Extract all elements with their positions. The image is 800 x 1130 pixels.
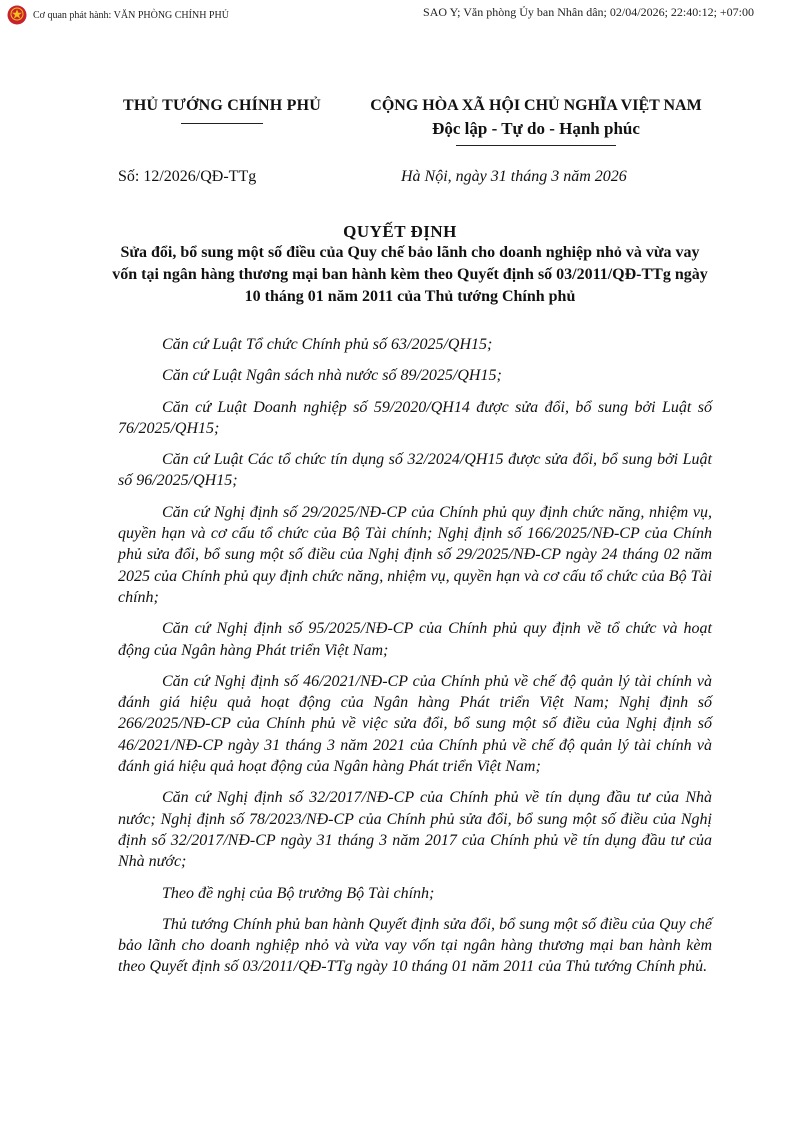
national-title-block: [344, 97, 728, 146]
place-and-date: Hà Nội, ngày 31 tháng 3 năm 2026: [401, 168, 627, 185]
preamble-paragraph: Căn cứ Nghị định số 95/2025/NĐ-CP của Chính phủ quy định về tổ chức và hoạt động của Ngân hàng Phát triển Việt Nam;: [118, 620, 712, 659]
national-emblem-icon: [7, 4, 27, 26]
agency-underline: [181, 123, 263, 124]
preamble-paragraph: Căn cứ Luật Doanh nghiệp số 59/2020/QH14 được sửa đổi, bổ sung bởi Luật số 76/2025/QH15;: [118, 398, 712, 437]
preamble-paragraph: Căn cứ Luật Các tổ chức tín dụng số 32/2024/QH15 được sửa đổi, bổ sung bởi Luật số 96/2025/QH15;: [118, 451, 712, 490]
preamble-paragraph: Căn cứ Luật Tổ chức Chính phủ số 63/2025/QH15;: [162, 336, 493, 353]
preamble-paragraph: Theo đề nghị của Bộ trưởng Bộ Tài chính;: [162, 884, 435, 902]
issuing-agency: THỦ TƯỚNG CHÍNH PHỦ: [122, 97, 322, 114]
preamble-paragraph: Căn cứ Luật Ngân sách nhà nước số 89/2025/QH15;: [162, 367, 502, 385]
preamble: [118, 334, 712, 988]
document-title: QUYẾT ĐỊNH: [343, 222, 457, 241]
preamble-paragraph: Căn cứ Nghị định số 29/2025/NĐ-CP của Chính phủ quy định chức năng, nhiệm vụ, quyền hạn và cơ cấu tổ chức của Bộ Tài chính; Nghị định số 166/2025/NĐ-CP của Chính phủ sửa đổi, bổ sung một số điều của Nghị định số 29/2025/NĐ-CP ngày 24 tháng 02 năm 2025 của Chính phủ quy định chức năng, nhiệm vụ, quyền hạn và cơ cấu tổ chức của Bộ Tài chính;: [118, 503, 712, 606]
national-title: CỘNG HÒA XÃ HỘI CHỦ NGHĨA VIỆT NAM: [370, 97, 702, 114]
national-motto: Độc lập - Tự do - Hạnh phúc: [432, 119, 640, 138]
digital-signature-stamp: [0, 0, 800, 30]
document-number: Số: 12/2026/QĐ-TTg: [118, 168, 257, 185]
preamble-paragraph: Căn cứ Nghị định số 46/2021/NĐ-CP của Chính phủ về chế độ quản lý tài chính và đánh giá hiệu quả hoạt động của Ngân hàng Phát triển Việt Nam; Nghị định số 266/2025/NĐ-CP của Chính phủ về việc sửa đổi, bổ sung một số điều của Nghị định số 46/2021/NĐ-CP ngày 31 tháng 3 năm 2021 của Chính phủ về chế độ quản lý tài chính và đánh giá hiệu quả hoạt động của Ngân hàng Phát triển Việt Nam;: [118, 672, 712, 776]
enacting-clause: Thủ tướng Chính phủ ban hành Quyết định sửa đổi, bổ sung một số điều của Quy chế bảo lãnh cho doanh nghiệp nhỏ và vừa vay vốn tại ngân hàng thương mại ban hành kèm theo Quyết định số 03/2011/QĐ-TTg ngày 10 tháng 01 năm 2011 của Thủ tướng Chính phủ.: [118, 915, 712, 976]
copy-certification-note: SAO Y; Văn phòng Ủy ban Nhân dân; 02/04/2026; 22:40:12; +07:00: [423, 5, 754, 19]
preamble-paragraph: Căn cứ Nghị định số 32/2017/NĐ-CP của Chính phủ về tín dụng đầu tư của Nhà nước; Nghị định số 78/2023/NĐ-CP của Chính phủ sửa đổi, bổ sung một số điều của Nghị định số 32/2017/NĐ-CP ngày 31 tháng 3 năm 2017 của Chính phủ về tín dụng đầu tư của Nhà nước;: [118, 789, 712, 871]
issuer-label: Cơ quan phát hành: VĂN PHÒNG CHÍNH PHỦ: [33, 10, 229, 21]
issuing-agency-block: [102, 97, 342, 124]
document-subtitle: Sửa đổi, bổ sung một số điều của Quy chế bảo lãnh cho doanh nghiệp nhỏ và vừa vay vốn tại ngân hàng thương mại ban hành kèm theo Quyết định số 03/2011/QĐ-TTg ngày 10 tháng 01 năm 2011 của Thủ tướng Chính phủ: [112, 244, 708, 305]
motto-underline: [456, 145, 616, 146]
